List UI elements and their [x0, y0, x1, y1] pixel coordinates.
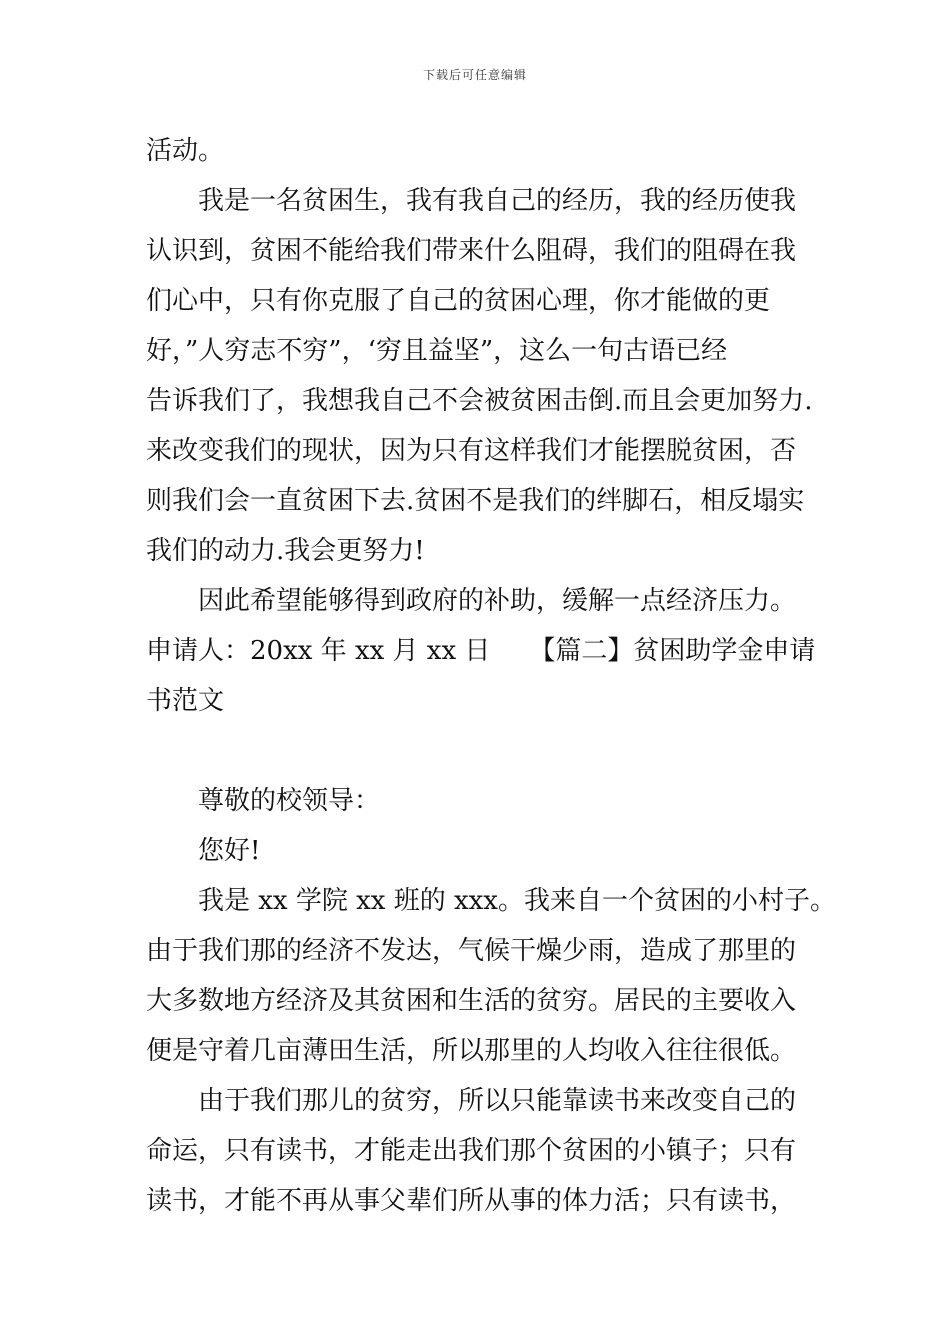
- paragraph-line: 我们的动力.我会更努力!: [146, 536, 425, 566]
- paragraph-line: 们心中，只有你克服了自己的贫困心理，你才能做的更: [146, 286, 771, 316]
- paragraph-line: 大多数地方经济及其贫困和生活的贫穷。居民的主要收入: [146, 986, 797, 1016]
- page-header: 下载后可任意编辑: [422, 68, 527, 82]
- paragraph-line: 认识到，贫困不能给我们带来什么阻碍，我们的阻碍在我: [146, 236, 797, 266]
- paragraph-line: 因此希望能够得到政府的补助，缓解一点经济压力。: [198, 586, 797, 616]
- paragraph-line: 则我们会一直贫困下去.贫困不是我们的绊脚石，相反塌实: [146, 486, 805, 516]
- salutation: 尊敬的校领导：: [198, 786, 381, 816]
- paragraph-line: 来改变我们的现状，因为只有这样我们才能摆脱贫困，否: [146, 436, 797, 466]
- blank-line: [146, 726, 808, 776]
- paragraph-line: 读书，才能不再从事父辈们所从事的体力活；只有读书，: [146, 1186, 797, 1216]
- document-body: [146, 126, 836, 1226]
- paragraph-line: 我是一名贫困生，我有我自己的经历，我的经历使我: [198, 186, 797, 216]
- paragraph-line: 命运，只有读书，才能走出我们那个贫困的小镇子；只有: [146, 1136, 797, 1166]
- paragraph-line: 活动。: [146, 136, 225, 166]
- section-title-line: 书范文: [146, 686, 225, 716]
- paragraph-line: 由于我们那儿的贫穷，所以只能靠读书来改变自己的: [198, 1086, 797, 1116]
- applicant-line: 申请人：20xx 年 xx 月 xx 日 【篇二】贫困助学金申请: [146, 636, 816, 666]
- paragraph-line: 由于我们那的经济不发达，气候干燥少雨，造成了那里的: [146, 936, 797, 966]
- paragraph-line: 便是守着几亩薄田生活，所以那里的人均收入往往很低。: [146, 1036, 797, 1066]
- paragraph-line: 我是 xx 学院 xx 班的 xxx。我来自一个贫困的小村子。: [198, 886, 836, 916]
- paragraph-line: 告诉我们了，我想我自己不会被贫困击倒.而且会更加努力.: [146, 386, 813, 416]
- greeting: 您好!: [198, 836, 261, 866]
- paragraph-line: 好，”人穷志不穷”，‘穷且益坚”，这么一句古语已经: [146, 336, 728, 366]
